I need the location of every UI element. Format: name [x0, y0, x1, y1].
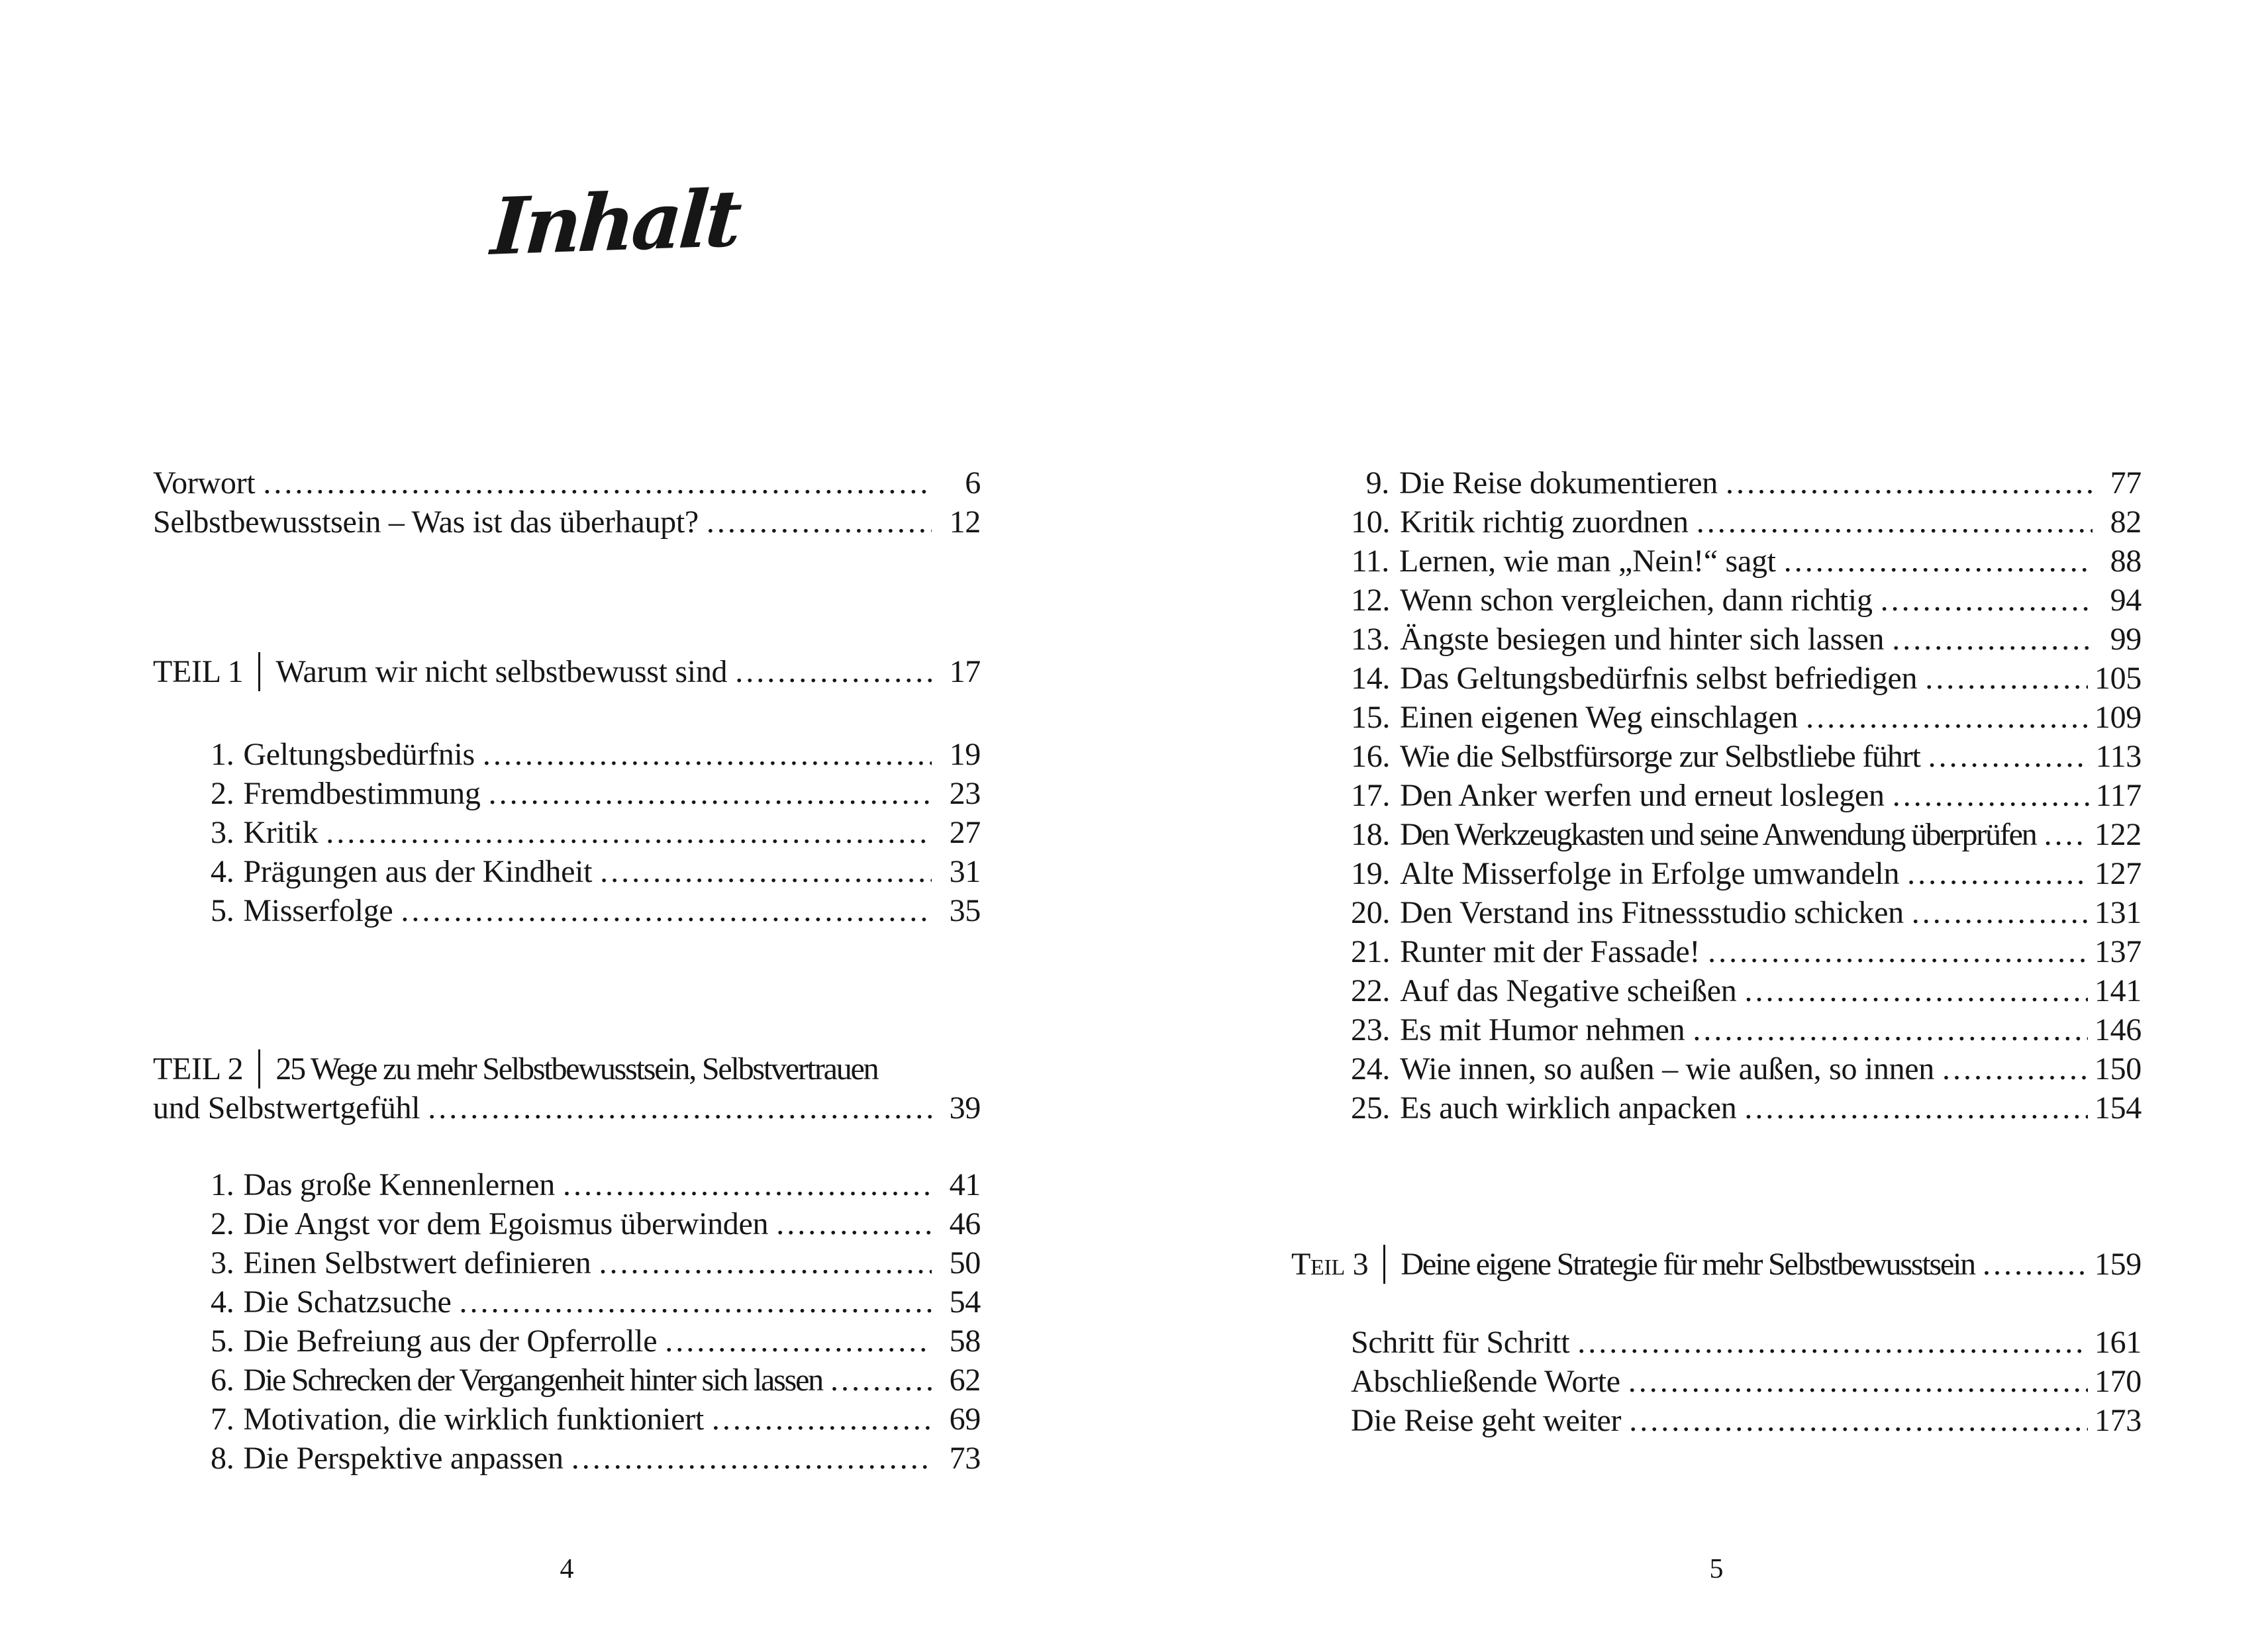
entry-number: 3. [211, 815, 234, 850]
entry-title: Wie die Selbstfürsorge zur Selbstliebe führt [1400, 739, 1920, 774]
entry-page: 19 [949, 737, 981, 772]
part-page: 39 [949, 1090, 981, 1126]
dot-leader [1942, 1049, 2088, 1088]
dot-leader [428, 1088, 932, 1128]
toc-entry [153, 1361, 981, 1400]
entry-page: 31 [949, 854, 981, 889]
entry-page: 94 [2110, 583, 2142, 618]
dot-leader [263, 463, 932, 503]
entry-number: 20. [1351, 895, 1391, 930]
dot-leader [571, 1439, 932, 1478]
entry-title: Es mit Humor nehmen [1400, 1012, 1685, 1047]
dot-leader [776, 1204, 932, 1243]
toc-entry [1291, 815, 2142, 854]
toc-entry [153, 891, 981, 930]
dot-leader [735, 652, 932, 691]
right-page [1291, 463, 2142, 1440]
entry-number: 15. [1351, 700, 1391, 735]
entry-page: 109 [2094, 700, 2142, 735]
entry-page: 113 [2095, 739, 2142, 774]
dot-leader [1912, 893, 2088, 932]
entry-number: 8. [211, 1441, 234, 1476]
dot-leader [1697, 503, 2093, 542]
toc-entry [153, 1282, 981, 1322]
entry-page: 82 [2110, 505, 2142, 540]
entry-number: 14. [1351, 661, 1391, 696]
dot-leader [1806, 698, 2088, 737]
entry-page: 62 [949, 1363, 981, 1398]
part2-header-line1 [153, 1049, 981, 1088]
dot-leader [1892, 620, 2093, 659]
entry-page: 54 [949, 1284, 981, 1320]
toc-entry [153, 1439, 981, 1478]
entry-title: Kritik [243, 815, 319, 850]
entry-title: Die Befreiung aus der Opferrolle [243, 1324, 658, 1359]
entry-title: Einen Selbstwert definieren [243, 1245, 591, 1280]
part-label: TEIL 2 [153, 1051, 244, 1087]
entry-page: 27 [949, 815, 981, 850]
toc-entry [1291, 854, 2142, 893]
part-title: Deine eigene Strategie für mehr Selbstbewusstsein [1401, 1247, 1975, 1282]
toc-entry [1291, 1401, 2142, 1440]
entry-number: 9. [1365, 465, 1389, 501]
dot-leader [1893, 776, 2089, 815]
entry-page: 154 [2094, 1090, 2142, 1126]
toc-entry [153, 1322, 981, 1361]
entry-number: 2. [211, 776, 234, 811]
dot-leader [1784, 542, 2093, 581]
toc-entry [1291, 1323, 2142, 1362]
toc-entry [1291, 737, 2142, 776]
dot-leader [1925, 659, 2088, 698]
dot-leader [401, 891, 932, 930]
entry-page: 117 [2095, 778, 2142, 813]
part2-header [153, 1049, 981, 1128]
entry-title: Schritt für Schritt [1351, 1325, 1570, 1360]
dot-leader [1693, 1010, 2088, 1049]
toc-entry [153, 503, 981, 542]
part3-header [1291, 1245, 2142, 1284]
entry-title: Die Schrecken der Vergangenheit hinter sich lassen [243, 1363, 822, 1398]
entry-number: 6. [211, 1363, 234, 1398]
part-divider-bar [258, 1049, 260, 1088]
dot-leader [489, 774, 932, 813]
dot-leader [599, 1243, 932, 1282]
entry-page: 146 [2094, 1012, 2142, 1047]
entry-title: Alte Misserfolge in Erfolge umwandeln [1400, 856, 1900, 891]
entry-title: Die Angst vor dem Egoismus überwinden [243, 1206, 769, 1241]
folio-right-page-number: 5 [1709, 1554, 1724, 1584]
entry-number: 22. [1351, 973, 1391, 1008]
entry-title: Das Geltungsbedürfnis selbst befriedigen [1400, 661, 1918, 696]
left-page [153, 463, 981, 1478]
entry-page: 41 [949, 1167, 981, 1202]
entry-title: Selbstbewusstsein – Was ist das überhaupt? [153, 505, 699, 540]
entry-number: 18. [1351, 817, 1391, 852]
entry-page: 170 [2094, 1364, 2142, 1399]
entry-number: 7. [211, 1402, 234, 1437]
entry-page: 6 [965, 465, 981, 501]
part-page: 17 [949, 654, 981, 689]
dot-leader [830, 1361, 932, 1400]
toc-entry [1291, 1088, 2142, 1128]
toc-entry [1291, 463, 2142, 503]
entry-number: 11. [1351, 544, 1389, 579]
toc-entry [1291, 620, 2142, 659]
part-label: Teil 3 [1291, 1247, 1369, 1282]
entry-page: 46 [949, 1206, 981, 1241]
entry-title: Einen eigenen Weg einschlagen [1400, 700, 1799, 735]
entry-number: 4. [211, 854, 234, 889]
entry-title: Motivation, die wirklich funktioniert [243, 1402, 704, 1437]
entry-page: 131 [2094, 895, 2142, 930]
entry-title: Ängste besiegen und hinter sich lassen [1400, 622, 1885, 657]
entry-number: 5. [211, 1324, 234, 1359]
entry-page: 105 [2094, 661, 2142, 696]
part-divider-bar [1383, 1245, 1385, 1284]
dot-leader [712, 1400, 932, 1439]
entry-page: 127 [2094, 856, 2142, 891]
part2-item-list [153, 1165, 981, 1478]
toc-entry [153, 774, 981, 813]
dot-leader [2044, 815, 2088, 854]
dot-leader [707, 503, 932, 542]
dot-leader [459, 1282, 932, 1322]
part2-item-list-continued [1291, 463, 2142, 1128]
entry-number: 13. [1351, 622, 1391, 657]
entry-page: 73 [949, 1441, 981, 1476]
entry-title: Die Schatzsuche [243, 1284, 452, 1320]
entry-title: Wie innen, so außen – wie außen, so innen [1400, 1051, 1934, 1087]
entry-title: Misserfolge [243, 893, 393, 928]
entry-title: Lernen, wie man „Nein!“ sagt [1399, 544, 1776, 579]
part-title-continued: und Selbstwertgefühl [153, 1090, 420, 1126]
entry-page: 99 [2110, 622, 2142, 657]
dot-leader [665, 1322, 932, 1361]
entry-title: Den Anker werfen und erneut loslegen [1400, 778, 1885, 813]
entry-title: Prägungen aus der Kindheit [243, 854, 593, 889]
toc-entry [1291, 542, 2142, 581]
dot-leader [326, 813, 932, 852]
entry-title: Wenn schon vergleichen, dann richtig [1400, 583, 1873, 618]
part3-item-list [1291, 1323, 2142, 1440]
entry-page: 35 [949, 893, 981, 928]
toc-entry [153, 1400, 981, 1439]
entry-number: 10. [1351, 505, 1391, 540]
dot-leader [1726, 463, 2093, 503]
entry-number: 3. [211, 1245, 234, 1280]
entry-title: Runter mit der Fassade! [1400, 934, 1701, 969]
toc-entry [1291, 893, 2142, 932]
entry-page: 58 [949, 1324, 981, 1359]
dot-leader [563, 1165, 932, 1204]
toc-entry [1291, 776, 2142, 815]
toc-entry [1291, 698, 2142, 737]
entry-page: 77 [2110, 465, 2142, 501]
part1-header [153, 652, 981, 691]
page-title: Inhalt [488, 171, 742, 273]
folio-left-page-number: 4 [560, 1554, 574, 1584]
toc-entry [153, 852, 981, 891]
entry-title: Den Werkzeugkasten und seine Anwendung überprüfen [1400, 817, 2036, 852]
entry-page: 69 [949, 1402, 981, 1437]
toc-entry [1291, 581, 2142, 620]
entry-title: Abschließende Worte [1351, 1364, 1620, 1399]
dot-leader [1907, 854, 2088, 893]
part1-item-list [153, 735, 981, 930]
entry-number: 17. [1351, 778, 1391, 813]
entry-title: Die Perspektive anpassen [243, 1441, 564, 1476]
dot-leader [1628, 1362, 2088, 1401]
dot-leader [1744, 971, 2087, 1010]
dot-leader [1928, 737, 2089, 776]
entry-title: Kritik richtig zuordnen [1400, 505, 1689, 540]
entry-number: 2. [211, 1206, 234, 1241]
entry-title: Die Reise dokumentieren [1399, 465, 1718, 501]
part-label: TEIL 1 [153, 654, 244, 689]
toc-entry [153, 735, 981, 774]
front-matter-list [153, 463, 981, 542]
toc-entry [1291, 503, 2142, 542]
entry-title: Vorwort [153, 465, 256, 501]
toc-entry [1291, 659, 2142, 698]
entry-number: 21. [1351, 934, 1391, 969]
entry-title: Es auch wirklich anpacken [1400, 1090, 1737, 1126]
entry-number: 24. [1351, 1051, 1391, 1087]
dot-leader [1708, 932, 2088, 971]
toc-entry [1291, 1362, 2142, 1401]
toc-entry [153, 813, 981, 852]
entry-number: 23. [1351, 1012, 1391, 1047]
entry-title: Geltungsbedürfnis [243, 737, 475, 772]
toc-entry [153, 1243, 981, 1282]
entry-page: 122 [2094, 817, 2142, 852]
dot-leader [483, 735, 932, 774]
entry-title: Das große Kennenlernen [243, 1167, 555, 1202]
entry-number: 25. [1351, 1090, 1391, 1126]
entry-number: 1. [211, 1167, 234, 1202]
entry-page: 12 [949, 505, 981, 540]
entry-page: 161 [2094, 1325, 2142, 1360]
part-divider-bar [258, 652, 260, 691]
toc-entry [1291, 971, 2142, 1010]
entry-number: 1. [211, 737, 234, 772]
entry-title: Die Reise geht weiter [1351, 1403, 1622, 1438]
part-title: 25 Wege zu mehr Selbstbewusstsein, Selbstvertrauen [275, 1051, 878, 1087]
entry-title: Fremdbestimmung [243, 776, 481, 811]
entry-page: 141 [2094, 973, 2142, 1008]
entry-page: 137 [2094, 934, 2142, 969]
toc-entry [153, 1165, 981, 1204]
dot-leader [600, 852, 932, 891]
dot-leader [1881, 581, 2093, 620]
entry-title: Den Verstand ins Fitnessstudio schicken [1400, 895, 1904, 930]
dot-leader [1983, 1245, 2088, 1284]
dot-leader [1744, 1088, 2087, 1128]
toc-entry [153, 463, 981, 503]
toc-entry [1291, 1010, 2142, 1049]
dot-leader [1577, 1323, 2088, 1362]
entry-page: 88 [2110, 544, 2142, 579]
entry-number: 4. [211, 1284, 234, 1320]
entry-title: Auf das Negative scheißen [1400, 973, 1737, 1008]
entry-number: 12. [1351, 583, 1391, 618]
entry-page: 150 [2094, 1051, 2142, 1087]
part2-header-line2 [153, 1088, 981, 1128]
entry-page: 23 [949, 776, 981, 811]
entry-number: 5. [211, 893, 234, 928]
part-title: Warum wir nicht selbstbewusst sind [275, 654, 728, 689]
toc-entry [1291, 932, 2142, 971]
dot-leader [1629, 1401, 2088, 1440]
part-page: 159 [2094, 1247, 2142, 1282]
entry-number: 19. [1351, 856, 1391, 891]
toc-entry [1291, 1049, 2142, 1088]
toc-entry [153, 1204, 981, 1243]
entry-page: 50 [949, 1245, 981, 1280]
entry-number: 16. [1351, 739, 1391, 774]
entry-page: 173 [2094, 1403, 2142, 1438]
